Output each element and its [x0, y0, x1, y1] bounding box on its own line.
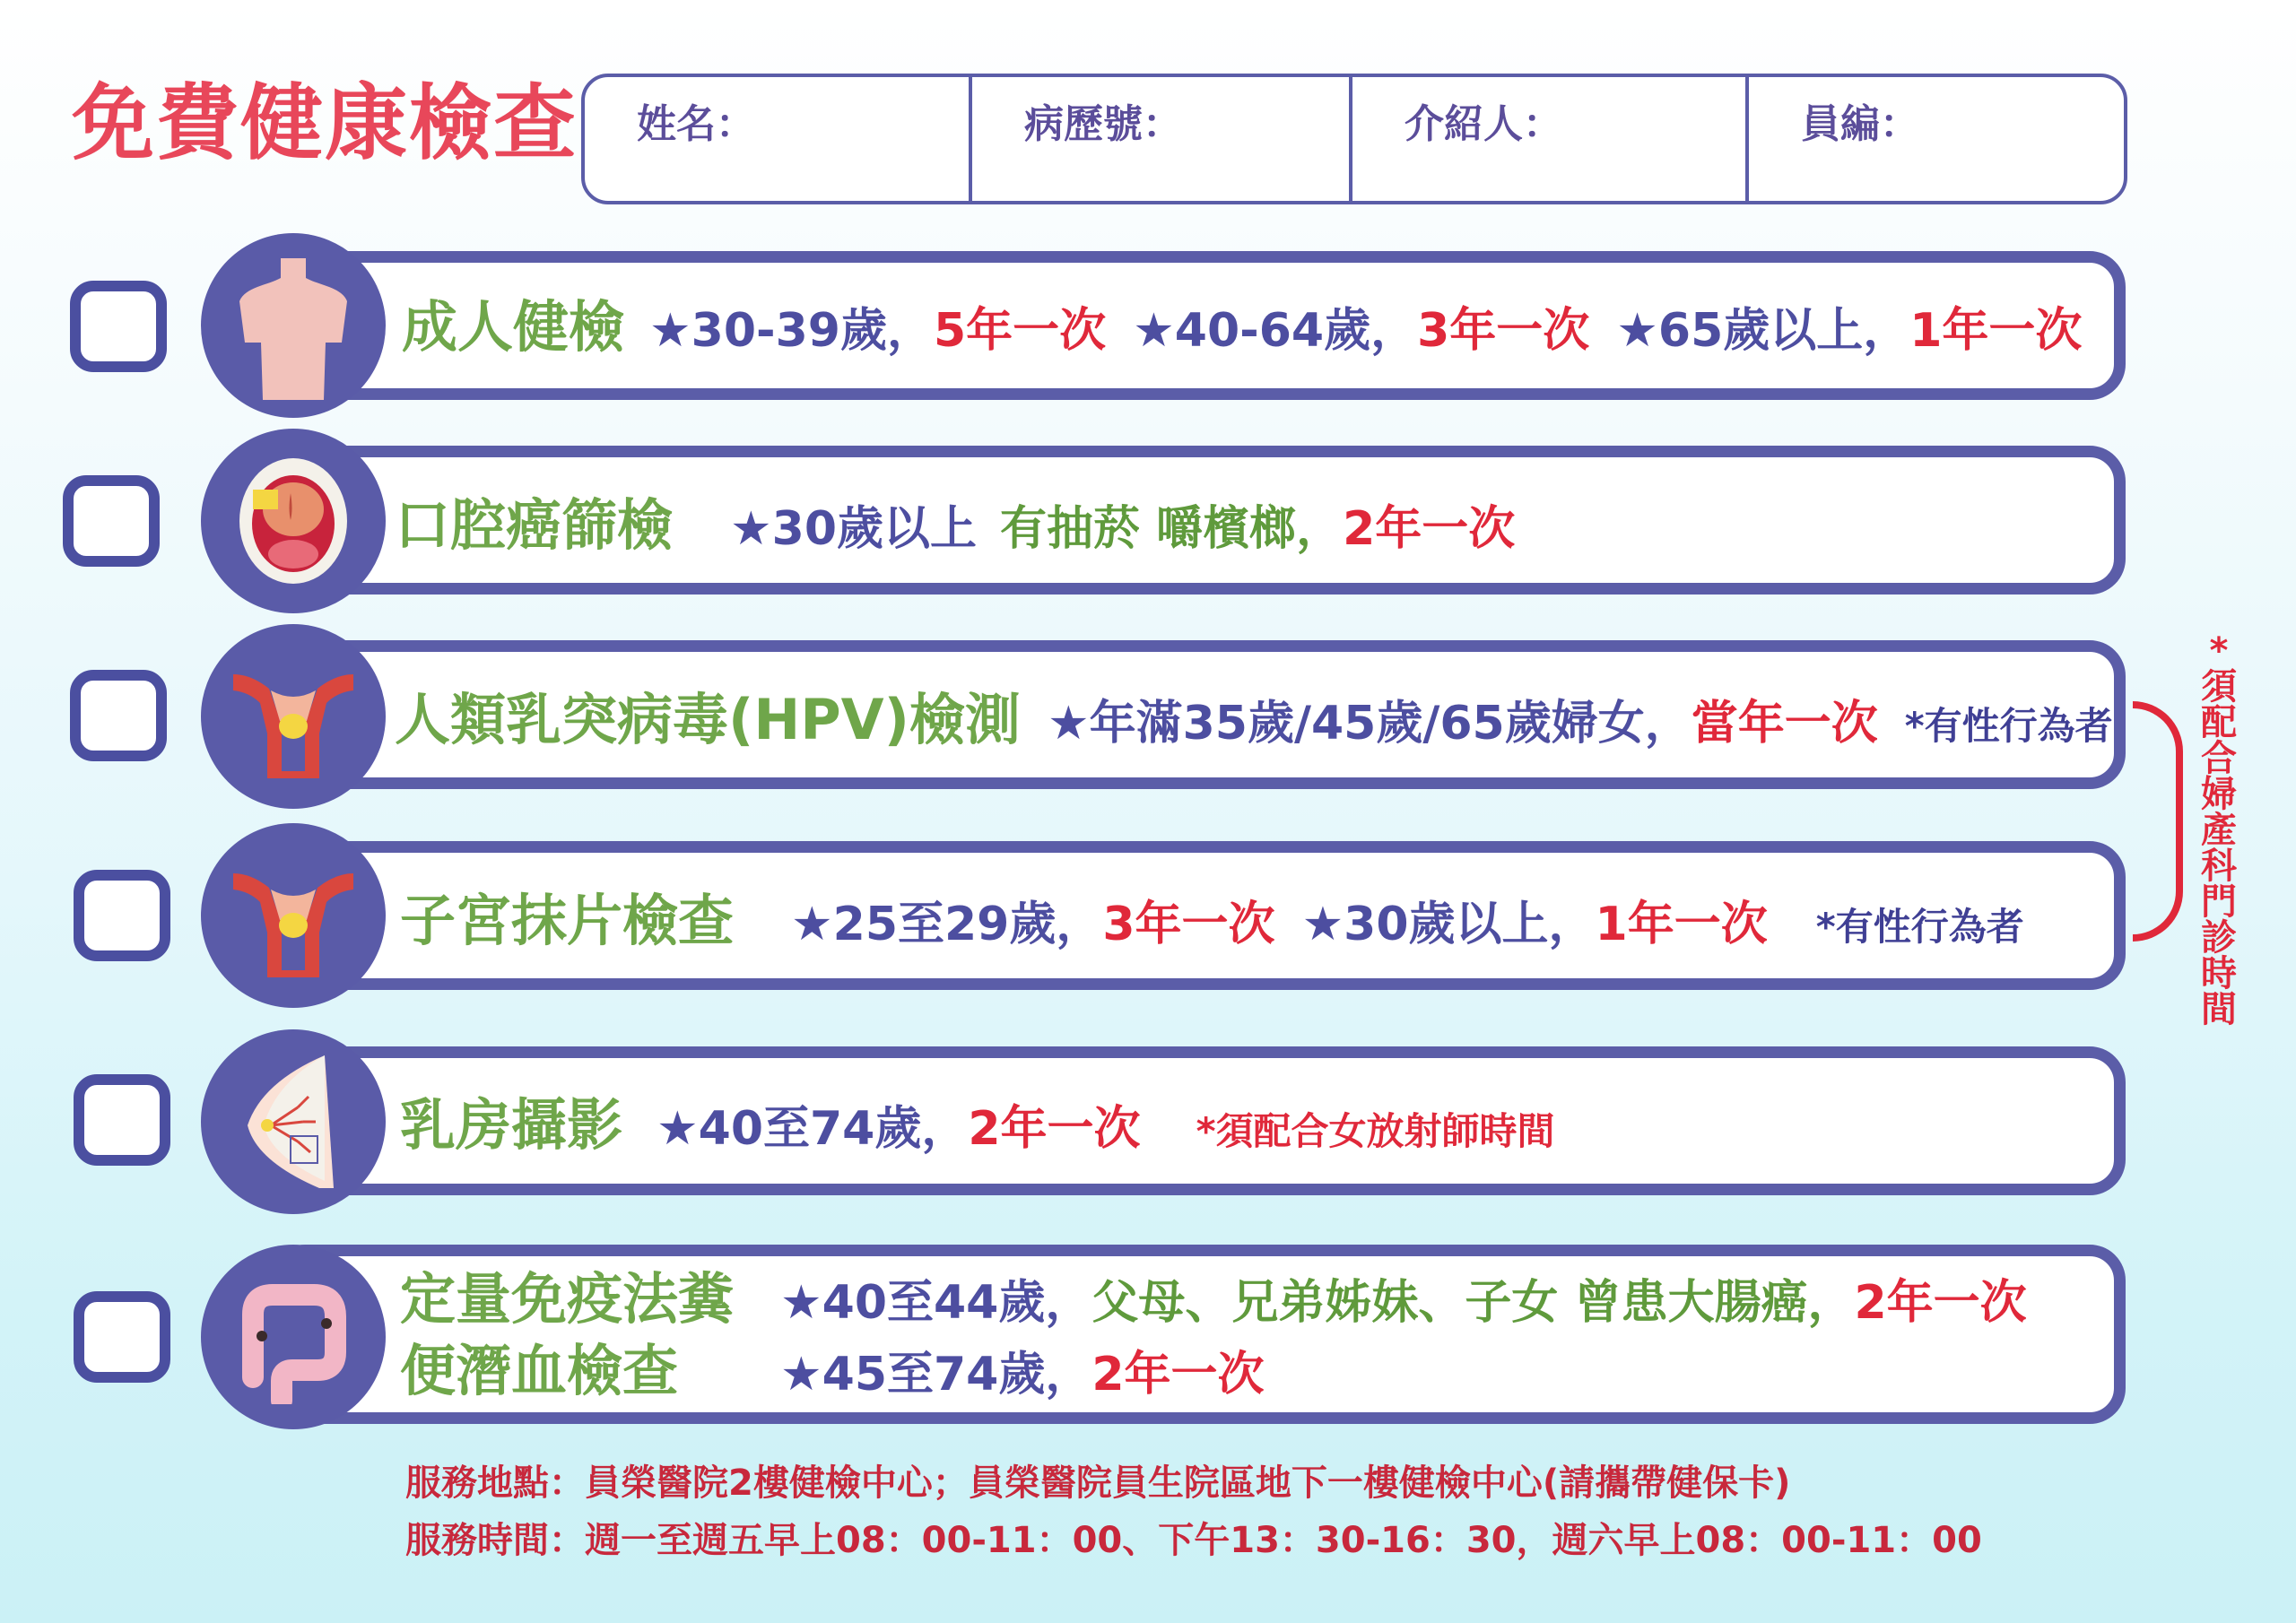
- criteria-text: ★25至29歲，: [791, 898, 1103, 951]
- condition-text: 有抽菸 嚼檳榔，: [1000, 502, 1344, 556]
- condition-text: 父母、兄弟姊妹、子女 曾患大腸癌，: [1091, 1276, 1855, 1330]
- page-title: 免費健康檢查: [72, 75, 578, 171]
- employee-id-field[interactable]: 員編：: [1801, 101, 1919, 147]
- checkbox-oral[interactable]: [63, 475, 160, 567]
- medical-record-field[interactable]: 病歷號：: [972, 77, 1352, 201]
- frequency-text: 2年一次: [1854, 1276, 2027, 1330]
- criteria-text: ★40-64歲，: [1133, 304, 1418, 358]
- torso-icon: [201, 233, 386, 418]
- note-text: *有性行為者: [1904, 704, 2113, 748]
- criteria-text: ★30歲以上，: [1301, 898, 1596, 951]
- gynecology-bracket: [2133, 701, 2183, 942]
- breast-icon: [201, 1029, 386, 1214]
- criteria-text: ★年滿35歲/45歲/65歲婦女，: [1048, 697, 1692, 751]
- criteria-text: ★40至44歲，: [780, 1276, 1092, 1330]
- checkbox-fecal[interactable]: [74, 1291, 170, 1383]
- frequency-text: 1年一次: [1909, 304, 2083, 358]
- referrer-field[interactable]: 介紹人：: [1352, 77, 1749, 201]
- exam-name: 人類乳突病毒(HPV)檢測: [395, 687, 1021, 752]
- frequency-text: 當年一次: [1691, 697, 1878, 751]
- criteria-text: ★40至74歲，: [657, 1102, 969, 1156]
- checkbox-adult[interactable]: [70, 281, 167, 372]
- exam-name-line1: 定量免疫法糞: [400, 1266, 735, 1332]
- exam-name: 成人健檢: [402, 294, 625, 360]
- uterus-icon: [201, 624, 386, 809]
- criteria-text: ★30歲以上: [730, 502, 977, 556]
- criteria-text: ★65歲以上，: [1616, 304, 1910, 358]
- exam-name: 口腔癌篩檢: [395, 492, 674, 558]
- note-text: *有性行為者: [1815, 905, 2024, 949]
- checkbox-pap[interactable]: [74, 870, 170, 961]
- mouth-icon: [201, 429, 386, 613]
- criteria-text: ★30-39歲，: [649, 304, 934, 358]
- uterus-icon: [201, 823, 386, 1008]
- service-location: 服務地點：員榮醫院2樓健檢中心；員榮醫院員生院區地下一樓健檢中心(請攜帶健保卡): [405, 1462, 1791, 1504]
- patient-info-form: [581, 74, 2127, 204]
- checkbox-hpv[interactable]: [70, 670, 167, 761]
- frequency-text: 2年一次: [1343, 502, 1516, 556]
- frequency-text: 3年一次: [1102, 898, 1275, 951]
- name-field[interactable]: 姓名：: [585, 77, 972, 201]
- frequency-text: 3年一次: [1417, 304, 1590, 358]
- frequency-text: 2年一次: [968, 1102, 1141, 1156]
- note-text: *須配合女放射師時間: [1196, 1109, 1555, 1153]
- frequency-text: 5年一次: [933, 304, 1107, 358]
- gynecology-note: *須配合婦產科門診時間: [2201, 630, 2237, 1030]
- frequency-text: 2年一次: [1091, 1348, 1265, 1402]
- exam-name: 乳房攝影: [400, 1092, 623, 1158]
- frequency-text: 1年一次: [1595, 898, 1768, 951]
- exam-name-line2: 便潛血檢查: [400, 1338, 679, 1403]
- checkbox-mammography[interactable]: [74, 1074, 170, 1166]
- service-hours: 服務時間：週一至週五早上08：00-11：00、下午13：30-16：30，週六早上08：00-11：00: [405, 1520, 1982, 1561]
- exam-name: 子宮抹片檢查: [400, 888, 735, 953]
- colon-icon: [201, 1245, 386, 1429]
- criteria-text: ★45至74歲，: [780, 1348, 1092, 1402]
